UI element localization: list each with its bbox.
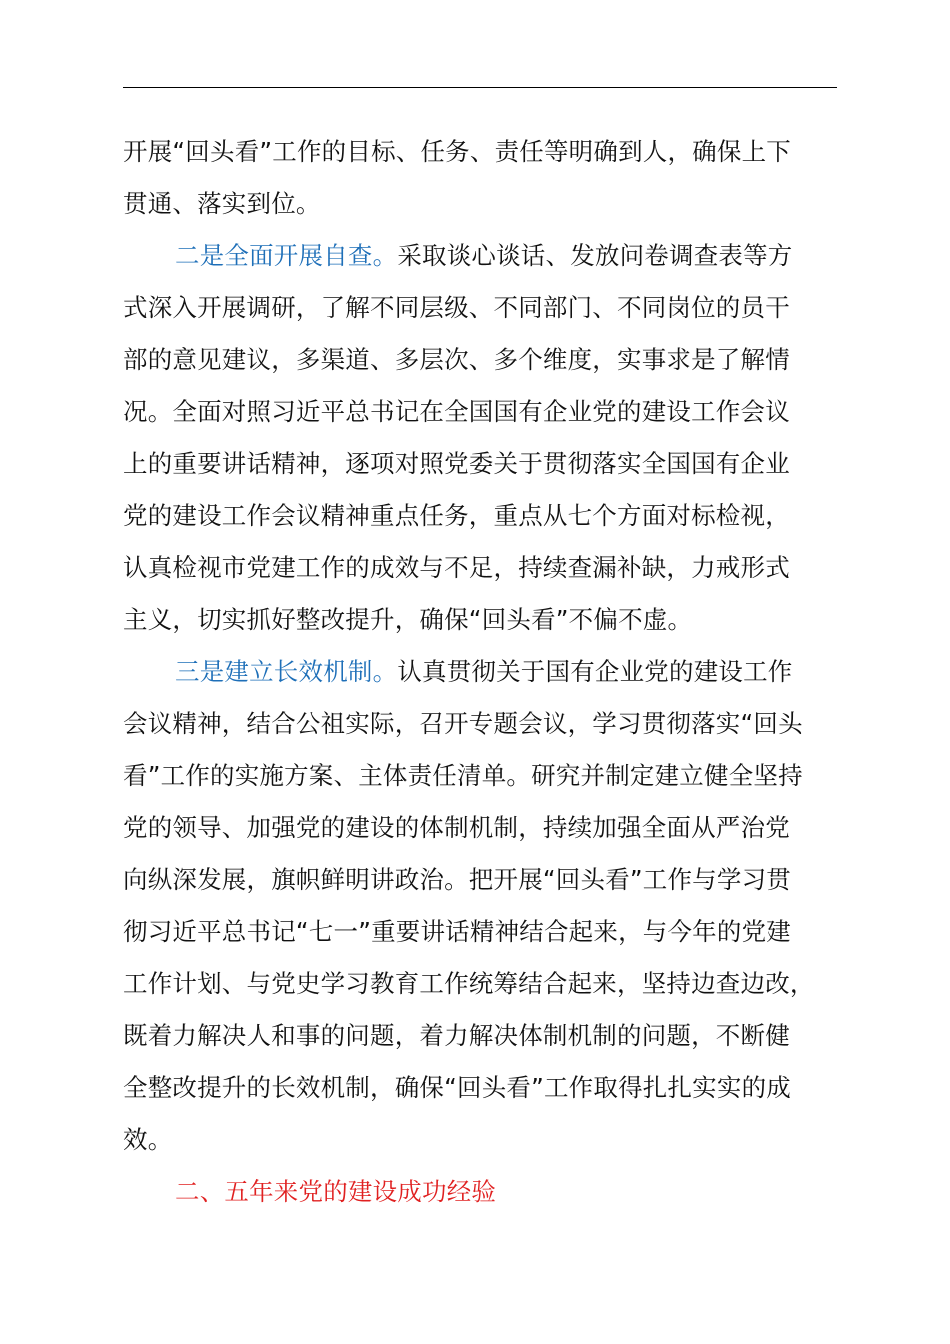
paragraph-first-line bbox=[123, 646, 883, 698]
body-line: 部的意见建议，多渠道、多层次、多个维度，实事求是了解情 bbox=[123, 345, 790, 374]
paragraph-first-line bbox=[123, 230, 883, 282]
header-rule bbox=[123, 87, 837, 88]
body-line: 效。 bbox=[123, 1125, 173, 1154]
body-line: 上的重要讲话精神，逐项对照党委关于贯彻落实全国国有企业 bbox=[123, 449, 790, 478]
body-line: 工作计划、与党史学习教育工作统筹结合起来，坚持边查边改， bbox=[123, 969, 815, 998]
body-line: 开展“回头看”工作的目标、任务、责任等明确到人，确保上下 bbox=[123, 137, 791, 166]
body-line: 会议精神，结合公祖实际，召开专题会议，学习贯彻落实“回头 bbox=[123, 709, 803, 738]
body-line: 贯通、落实到位。 bbox=[123, 189, 321, 218]
paragraph-heading: 三是建立长效机制。 bbox=[175, 657, 398, 686]
body-line: 全整改提升的长效机制，确保“回头看”工作取得扎扎实实的成 bbox=[123, 1073, 791, 1102]
body-line: 向纵深发展，旗帜鲜明讲政治。把开展“回头看”工作与学习贯 bbox=[123, 865, 791, 894]
body-line: 党的领导、加强党的建设的体制机制，持续加强全面从严治党 bbox=[123, 813, 790, 842]
body-line: 况。全面对照习近平总书记在全国国有企业党的建设工作会议 bbox=[123, 397, 790, 426]
document-body bbox=[123, 126, 883, 1218]
body-line: 彻习近平总书记“七一”重要讲话精神结合起来，与今年的党建 bbox=[123, 917, 791, 946]
body-line: 看”工作的实施方案、主体责任清单。研究并制定建立健全坚持 bbox=[123, 761, 803, 790]
section-heading: 二、五年来党的建设成功经验 bbox=[175, 1177, 497, 1206]
paragraph-text: 采取谈心谈话、发放问卷调查表等方 bbox=[397, 241, 793, 270]
body-line: 主义，切实抓好整改提升，确保“回头看”不偏不虚。 bbox=[123, 605, 693, 634]
body-line: 认真检视市党建工作的成效与不足，持续查漏补缺，力戒形式 bbox=[123, 553, 790, 582]
body-line: 既着力解决人和事的问题，着力解决体制机制的问题，不断健 bbox=[123, 1021, 790, 1050]
paragraph-text: 认真贯彻关于国有企业党的建设工作 bbox=[397, 657, 793, 686]
body-line: 式深入开展调研，了解不同层级、不同部门、不同岗位的员干 bbox=[123, 293, 790, 322]
body-line: 党的建设工作会议精神重点任务，重点从七个方面对标检视， bbox=[123, 501, 790, 530]
paragraph-heading: 二是全面开展自查。 bbox=[175, 241, 398, 270]
